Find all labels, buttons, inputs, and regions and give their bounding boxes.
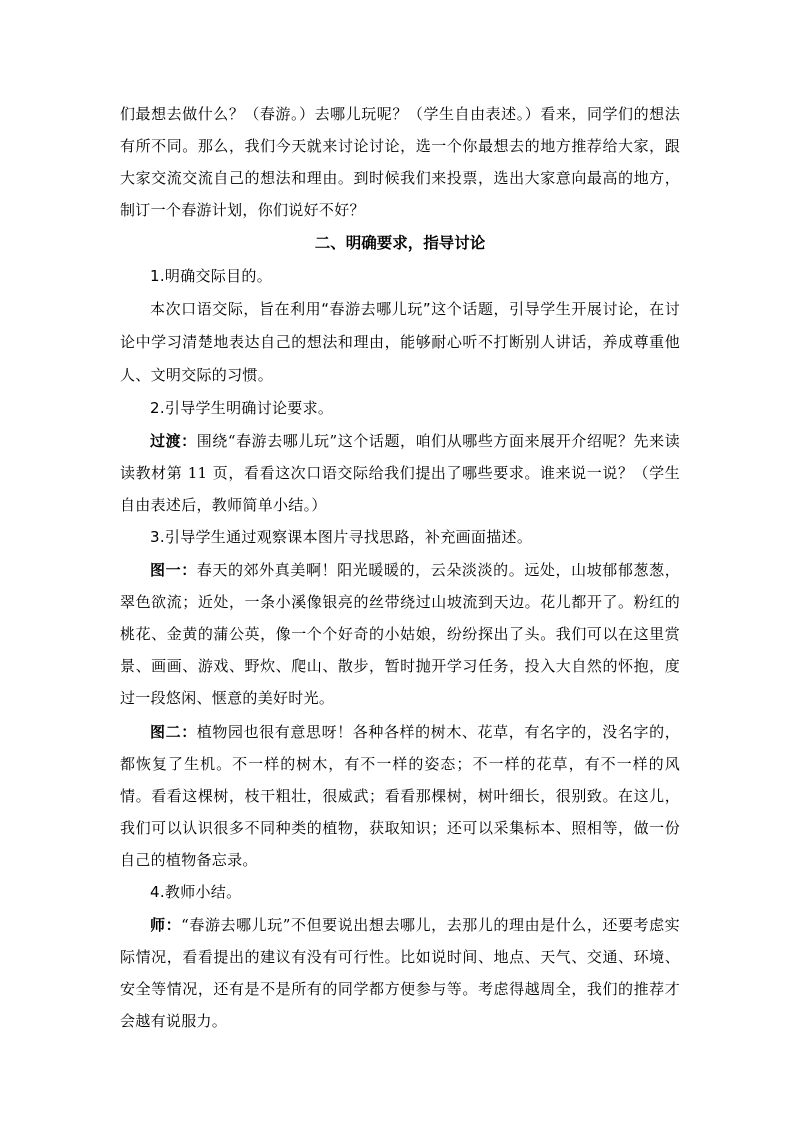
intro-paragraph: 们最想去做什么？（春游。）去哪儿玩呢？（学生自由表述。）看来，同学们的想法有所不同。那么，我们今天就来讨论讨论，选一个你最想去的地方推荐给大家，跟大家交流交流自己的想法和理由。到时候我们来投票，选出大家意向最高的地方，制订一个春游计划，你们说好不好？ xyxy=(120,105,680,219)
step2-transition-paragraph xyxy=(120,425,680,521)
section-heading: 二、明确要求，指导讨论 xyxy=(314,234,486,252)
teacher-summary-text: “春游去哪儿玩”不但要说出想去哪儿，去那儿的理由是什么，还要考虑实际情况，看看提出的建议有没有可行性。比如说时间、地点、天气、交通、环境、安全等情况，还有是不是所有的同学都方便参与等。考虑得越周全，我们的推荐才会越有说服力。 xyxy=(120,916,680,1030)
picture2-label: 图二： xyxy=(150,723,197,741)
transition-text: 围绕“春游去哪儿玩”这个话题，咱们从哪些方面来展开介绍呢？先来读读教材第 11 页，看看这次口语交际给我们提出了哪些要求。谁来说一说？（学生自由表述后，教师简单小结。） xyxy=(120,432,680,514)
step1-body: 本次口语交际，旨在利用“春游去哪儿玩”这个话题，引导学生开展讨论，在讨论中学习清楚地表达自己的想法和理由，能够耐心听不打断别人讲话，养成尊重他人、文明交际的习惯。 xyxy=(120,300,680,384)
page-content xyxy=(120,98,680,1037)
picture2-paragraph xyxy=(120,716,680,876)
teacher-summary-paragraph xyxy=(120,909,680,1037)
step2-title: 2.引导学生明确讨论要求。 xyxy=(150,399,334,417)
transition-label: 过渡： xyxy=(150,432,197,450)
picture1-paragraph xyxy=(120,554,680,714)
picture1-label: 图一： xyxy=(150,561,197,579)
step1-title: 1.明确交际目的。 xyxy=(150,267,273,285)
picture1-text: 春天的郊外真美啊！阳光暖暖的，云朵淡淡的。远处，山坡郁郁葱葱，翠色欲流；近处，一条小溪像银亮的丝带绕过山坡流到天边。花儿都开了。粉红的桃花、金黄的蒲公英，像一个个好奇的小姑娘，纷纷探出了头。我们可以在这里赏景、画画、游戏、野炊、爬山、散步，暂时抛开学习任务，投入大自然的怀抱，度过一段悠闲、惬意的美好时光。 xyxy=(120,561,680,707)
step4-title: 4.教师小结。 xyxy=(150,883,242,901)
teacher-label: 师： xyxy=(150,916,182,934)
step3-title: 3.引导学生通过观察课本图片寻找思路，补充画面描述。 xyxy=(150,528,533,546)
picture2-text: 植物园也很有意思呀！各种各样的树木、花草，有名字的，没名字的，都恢复了生机。不一样的树木，有不一样的姿态；不一样的花草，有不一样的风情。看看这棵树，枝干粗壮，很威武；看看那棵树，树叶细长，很别致。在这儿，我们可以认识很多不同种类的植物，获取知识；还可以采集标本、照相等，做一份自己的植物备忘录。 xyxy=(120,723,680,869)
